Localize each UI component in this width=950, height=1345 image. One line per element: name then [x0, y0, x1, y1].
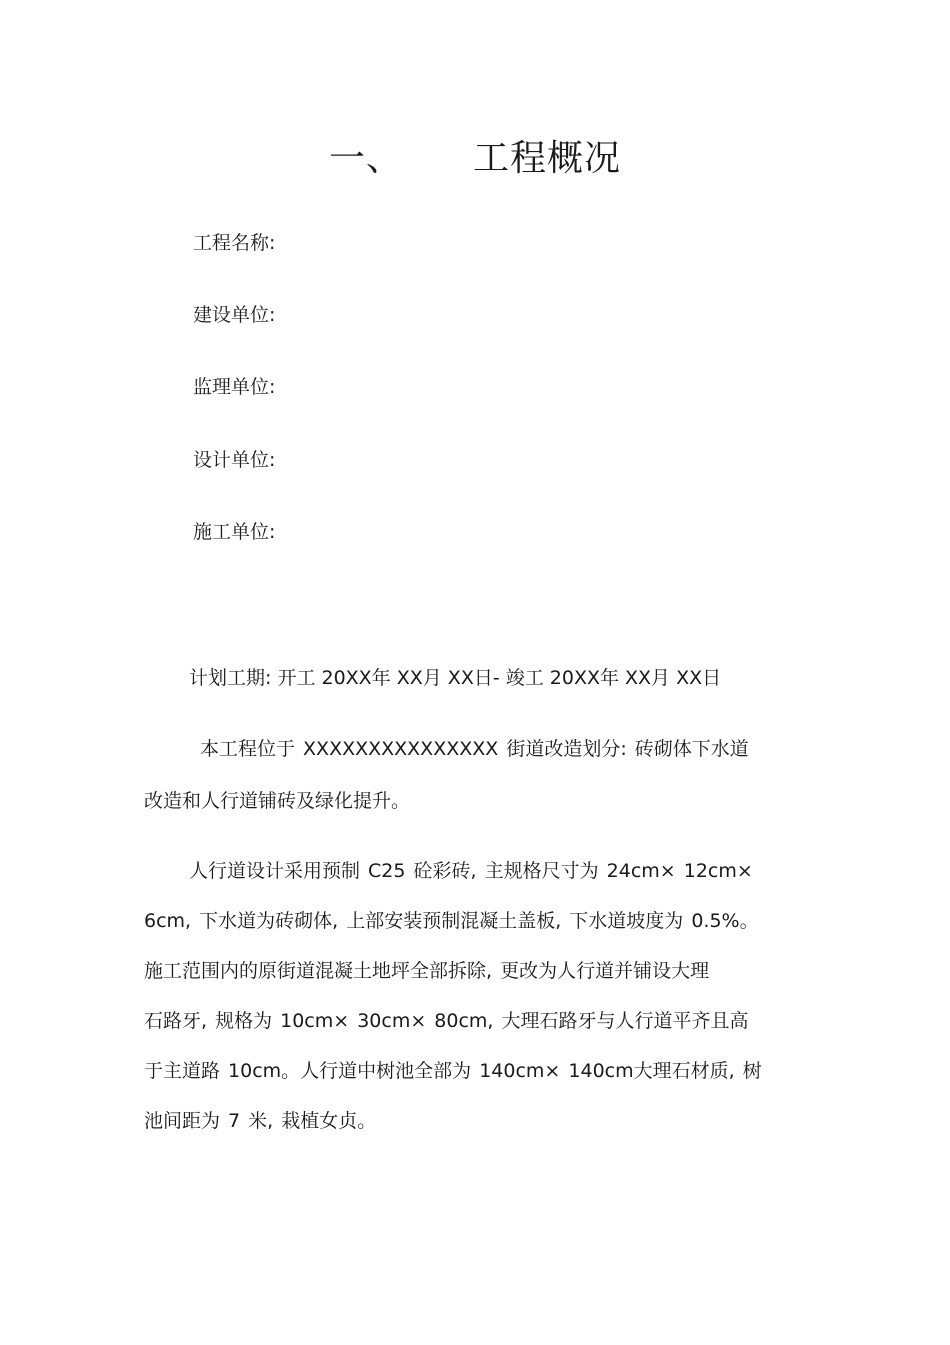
schedule-line: 计划工期: 开工 20XX年 XX月 XX日- 竣工 20XX年 XX月 XX日: [189, 667, 722, 689]
field-contractor: 施工单位:: [193, 521, 276, 543]
paragraph2-line-1: 人行道设计采用预制 C25 砼彩砖, 主规格尺寸为 24cm× 12cm×: [189, 860, 753, 882]
field-supervision-unit: 监理单位:: [193, 376, 276, 398]
paragraph1-line-1: 本工程位于 XXXXXXXXXXXXXXX 街道改造划分: 砖砌体下水道: [200, 738, 749, 760]
field-construction-owner: 建设单位:: [193, 304, 276, 326]
section-title: [0, 130, 950, 181]
paragraph2-line-2: 6cm, 下水道为砖砌体, 上部安装预制混凝土盖板, 下水道坡度为 0.5%。: [144, 910, 759, 932]
section-number: 一、: [328, 138, 403, 179]
paragraph1-line-2: 改造和人行道铺砖及绿化提升。: [144, 790, 411, 812]
paragraph2-line-4: 石路牙, 规格为 10cm× 30cm× 80cm, 大理石路牙与人行道平齐且高: [144, 1010, 749, 1032]
paragraph2-line-3: 施工范围内的原街道混凝土地坪全部拆除, 更改为人行道并铺设大理: [144, 960, 710, 982]
paragraph2-line-5: 于主道路 10cm。人行道中树池全部为 140cm× 140cm大理石材质, 树: [144, 1060, 762, 1082]
paragraph2-line-6: 池间距为 7 米, 栽植女贞。: [144, 1110, 377, 1132]
field-design-unit: 设计单位:: [193, 449, 276, 471]
field-project-name: 工程名称:: [193, 232, 276, 254]
section-heading: 工程概况: [473, 138, 622, 179]
